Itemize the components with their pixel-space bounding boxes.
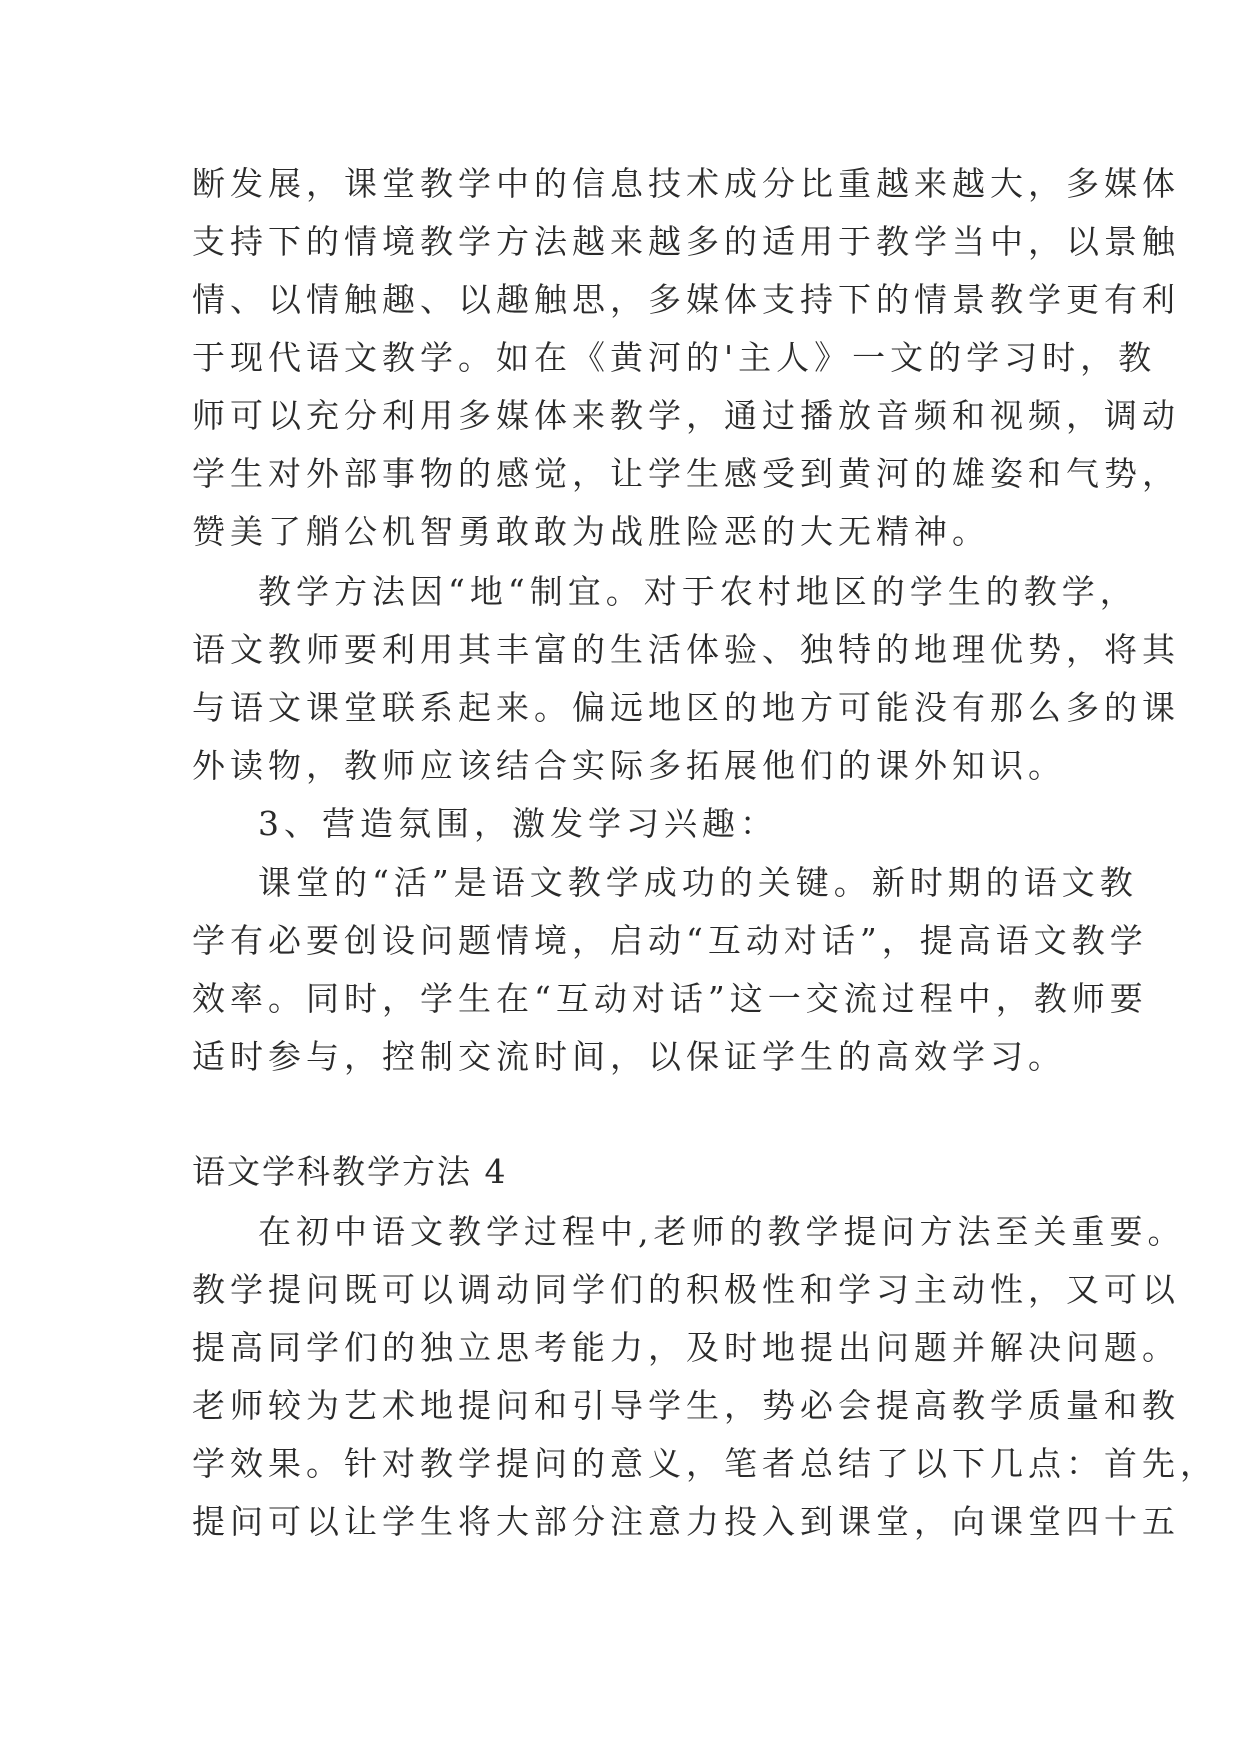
text-line: 提问可以让学生将大部分注意力投入到课堂，向课堂四十五	[192, 1502, 1180, 1541]
text-line: 提高同学们的独立思考能力，及时地提出问题并解决问题。	[192, 1328, 1180, 1367]
text-line: 适时参与，控制交流时间，以保证学生的高效学习。	[192, 1037, 1066, 1076]
text-line: 老师较为艺术地提问和引导学生，势必会提高教学质量和教	[192, 1386, 1180, 1425]
text-line: 断发展，课堂教学中的信息技术成分比重越来越大，多媒体	[192, 164, 1180, 203]
section-heading: 语文学科教学方法 4	[192, 1152, 508, 1191]
text-line: 学有必要创设问题情境，启动“互动对话”，提高语文教学	[192, 921, 1148, 960]
paragraph-first-line: 课堂的“活”是语文教学成功的关键。新时期的语文教	[258, 863, 1138, 902]
text-line: 于现代语文教学。如在《黄河的'主人》一文的学习时，教	[192, 338, 1157, 377]
text-line: 赞美了艄公机智勇敢敢为战胜险恶的大无精神。	[192, 512, 990, 551]
text-line: 支持下的情境教学方法越来越多的适用于教学当中，以景触	[192, 222, 1180, 261]
text-line: 学生对外部事物的感觉，让学生感受到黄河的雄姿和气势，	[192, 454, 1180, 493]
paragraph-first-line: 在初中语文教学过程中,老师的教学提问方法至关重要。	[258, 1212, 1186, 1251]
paragraph-first-line: 教学方法因“地“制宜。对于农村地区的学生的教学，	[258, 572, 1138, 611]
text-line: 学效果。针对教学提问的意义，笔者总结了以下几点：首先，	[192, 1444, 1218, 1483]
text-line: 外读物，教师应该结合实际多拓展他们的课外知识。	[192, 746, 1066, 785]
section-subheading: 3、营造氛围，激发学习兴趣：	[258, 804, 778, 843]
text-line: 情、以情触趣、以趣触思，多媒体支持下的情景教学更有利	[192, 280, 1180, 319]
text-line: 与语文课堂联系起来。偏远地区的地方可能没有那么多的课	[192, 688, 1180, 727]
text-line: 师可以充分利用多媒体来教学，通过播放音频和视频，调动	[192, 396, 1180, 435]
text-line: 效率。同时，学生在“互动对话”这一交流过程中，教师要	[192, 979, 1148, 1018]
text-line: 教学提问既可以调动同学们的积极性和学习主动性，又可以	[192, 1270, 1180, 1309]
text-line: 语文教师要利用其丰富的生活体验、独特的地理优势，将其	[192, 630, 1180, 669]
